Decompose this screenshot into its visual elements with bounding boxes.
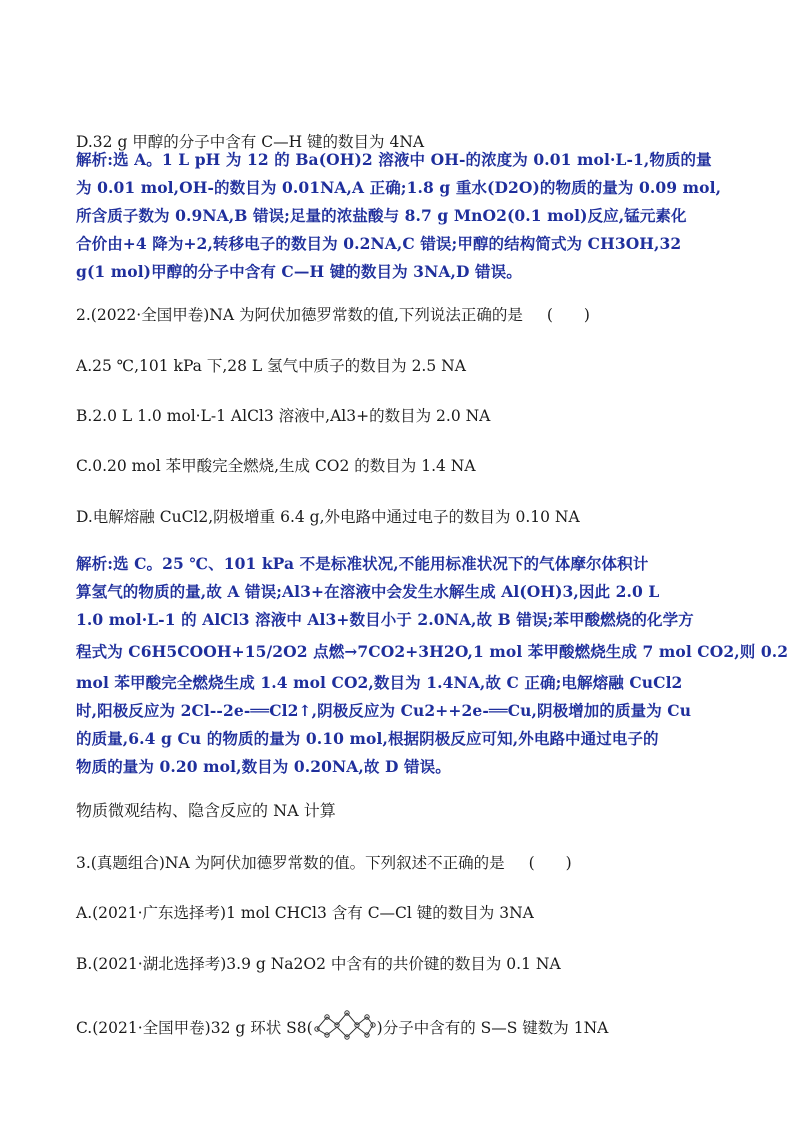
q2-option-d: D.电解熔融 CuCl2,阴极增重 6.4 g,外电路中通过电子的数目为 0.10 NA [76, 508, 580, 526]
q3-answer-paren: ( ) [528, 854, 572, 872]
q3-option-c [76, 1018, 608, 1039]
s8-ring-structure [313, 1019, 377, 1039]
q2-analysis-line: 的质量,6.4 g Cu 的物质的量为 0.10 mol,根据阴极反应可知,外电路中通过电子的 [76, 729, 659, 748]
q2-analysis-line: 解析:选 C。25 ℃、101 kPa 不是标准状况,不能用标准状况下的气体摩尔体积计 [76, 554, 649, 573]
q2-analysis-line: 程式为 C6H5COOH+15/2O2 点燃→7CO2+3H2O,1 mol 苯甲酸燃烧生成 7 mol CO2,则 0.2 [76, 642, 789, 661]
q1-option-d: D.32 g 甲醇的分子中含有 C—H 键的数目为 4NA [76, 133, 425, 151]
q3-stem-text: 3.(真题组合)NA 为阿伏加德罗常数的值。下列叙述不正确的是 [76, 854, 505, 872]
q3-stem [76, 853, 572, 873]
q1-analysis-line: g(1 mol)甲醇的分子中含有 C—H 键的数目为 3NA,D 错误。 [76, 262, 522, 281]
q2-analysis-line: 算氢气的物质的量,故 A 错误;Al3+在溶液中会发生水解生成 Al(OH)3,因此 2.0 L [76, 582, 660, 601]
q2-analysis-line: 物质的量为 0.20 mol,数目为 0.20NA,故 D 错误。 [76, 757, 451, 776]
q2-analysis-line: 1.0 mol·L-1 的 AlCl3 溶液中 Al3+数目小于 2.0NA,故 B 错误;苯甲酸燃烧的化学方 [76, 610, 694, 629]
q1-analysis-line: 为 0.01 mol,OH-的数目为 0.01NA,A 正确;1.8 g 重水(D2O)的物质的量为 0.09 mol, [76, 178, 722, 197]
q3-option-c-post: )分子中含有的 S—S 键数为 1NA [376, 1019, 609, 1037]
q3-option-a: A.(2021·广东选择考)1 mol CHCl3 含有 C—Cl 键的数目为 3NA [76, 904, 534, 922]
q2-stem [76, 305, 590, 325]
s8-ring-icon [313, 1007, 377, 1041]
q3-option-c-pre: C.(2021·全国甲卷)32 g 环状 S8( [76, 1019, 313, 1037]
q3-option-b: B.(2021·湖北选择考)3.9 g Na2O2 中含有的共价键的数目为 0.1 NA [76, 955, 561, 973]
q2-stem-text: 2.(2022·全国甲卷)NA 为阿伏加德罗常数的值,下列说法正确的是 [76, 306, 523, 324]
q1-analysis-line: 所含质子数为 0.9NA,B 错误;足量的浓盐酸与 8.7 g MnO2(0.1 mol)反应,锰元素化 [76, 206, 687, 225]
q2-option-b: B.2.0 L 1.0 mol·L-1 AlCl3 溶液中,Al3+的数目为 2.0 NA [76, 407, 491, 425]
q2-answer-paren: ( ) [546, 306, 590, 324]
q2-option-a: A.25 ℃,101 kPa 下,28 L 氢气中质子的数目为 2.5 NA [76, 357, 466, 375]
q2-analysis-line: mol 苯甲酸完全燃烧生成 1.4 mol CO2,数目为 1.4NA,故 C 正确;电解熔融 CuCl2 [76, 673, 683, 692]
q2-option-c: C.0.20 mol 苯甲酸完全燃烧,生成 CO2 的数目为 1.4 NA [76, 457, 476, 475]
q1-analysis-line: 解析:选 A。1 L pH 为 12 的 Ba(OH)2 溶液中 OH-的浓度为 0.01 mol·L-1,物质的量 [76, 150, 712, 169]
section-heading: 物质微观结构、隐含反应的 NA 计算 [76, 801, 336, 820]
q1-analysis-line: 合价由+4 降为+2,转移电子的数目为 0.2NA,C 错误;甲醇的结构简式为 CH3OH,32 [76, 234, 682, 253]
q2-analysis-line: 时,阳极反应为 2Cl--2e-══Cl2↑,阴极反应为 Cu2++2e-══Cu,阴极增加的质量为 Cu [76, 701, 692, 720]
